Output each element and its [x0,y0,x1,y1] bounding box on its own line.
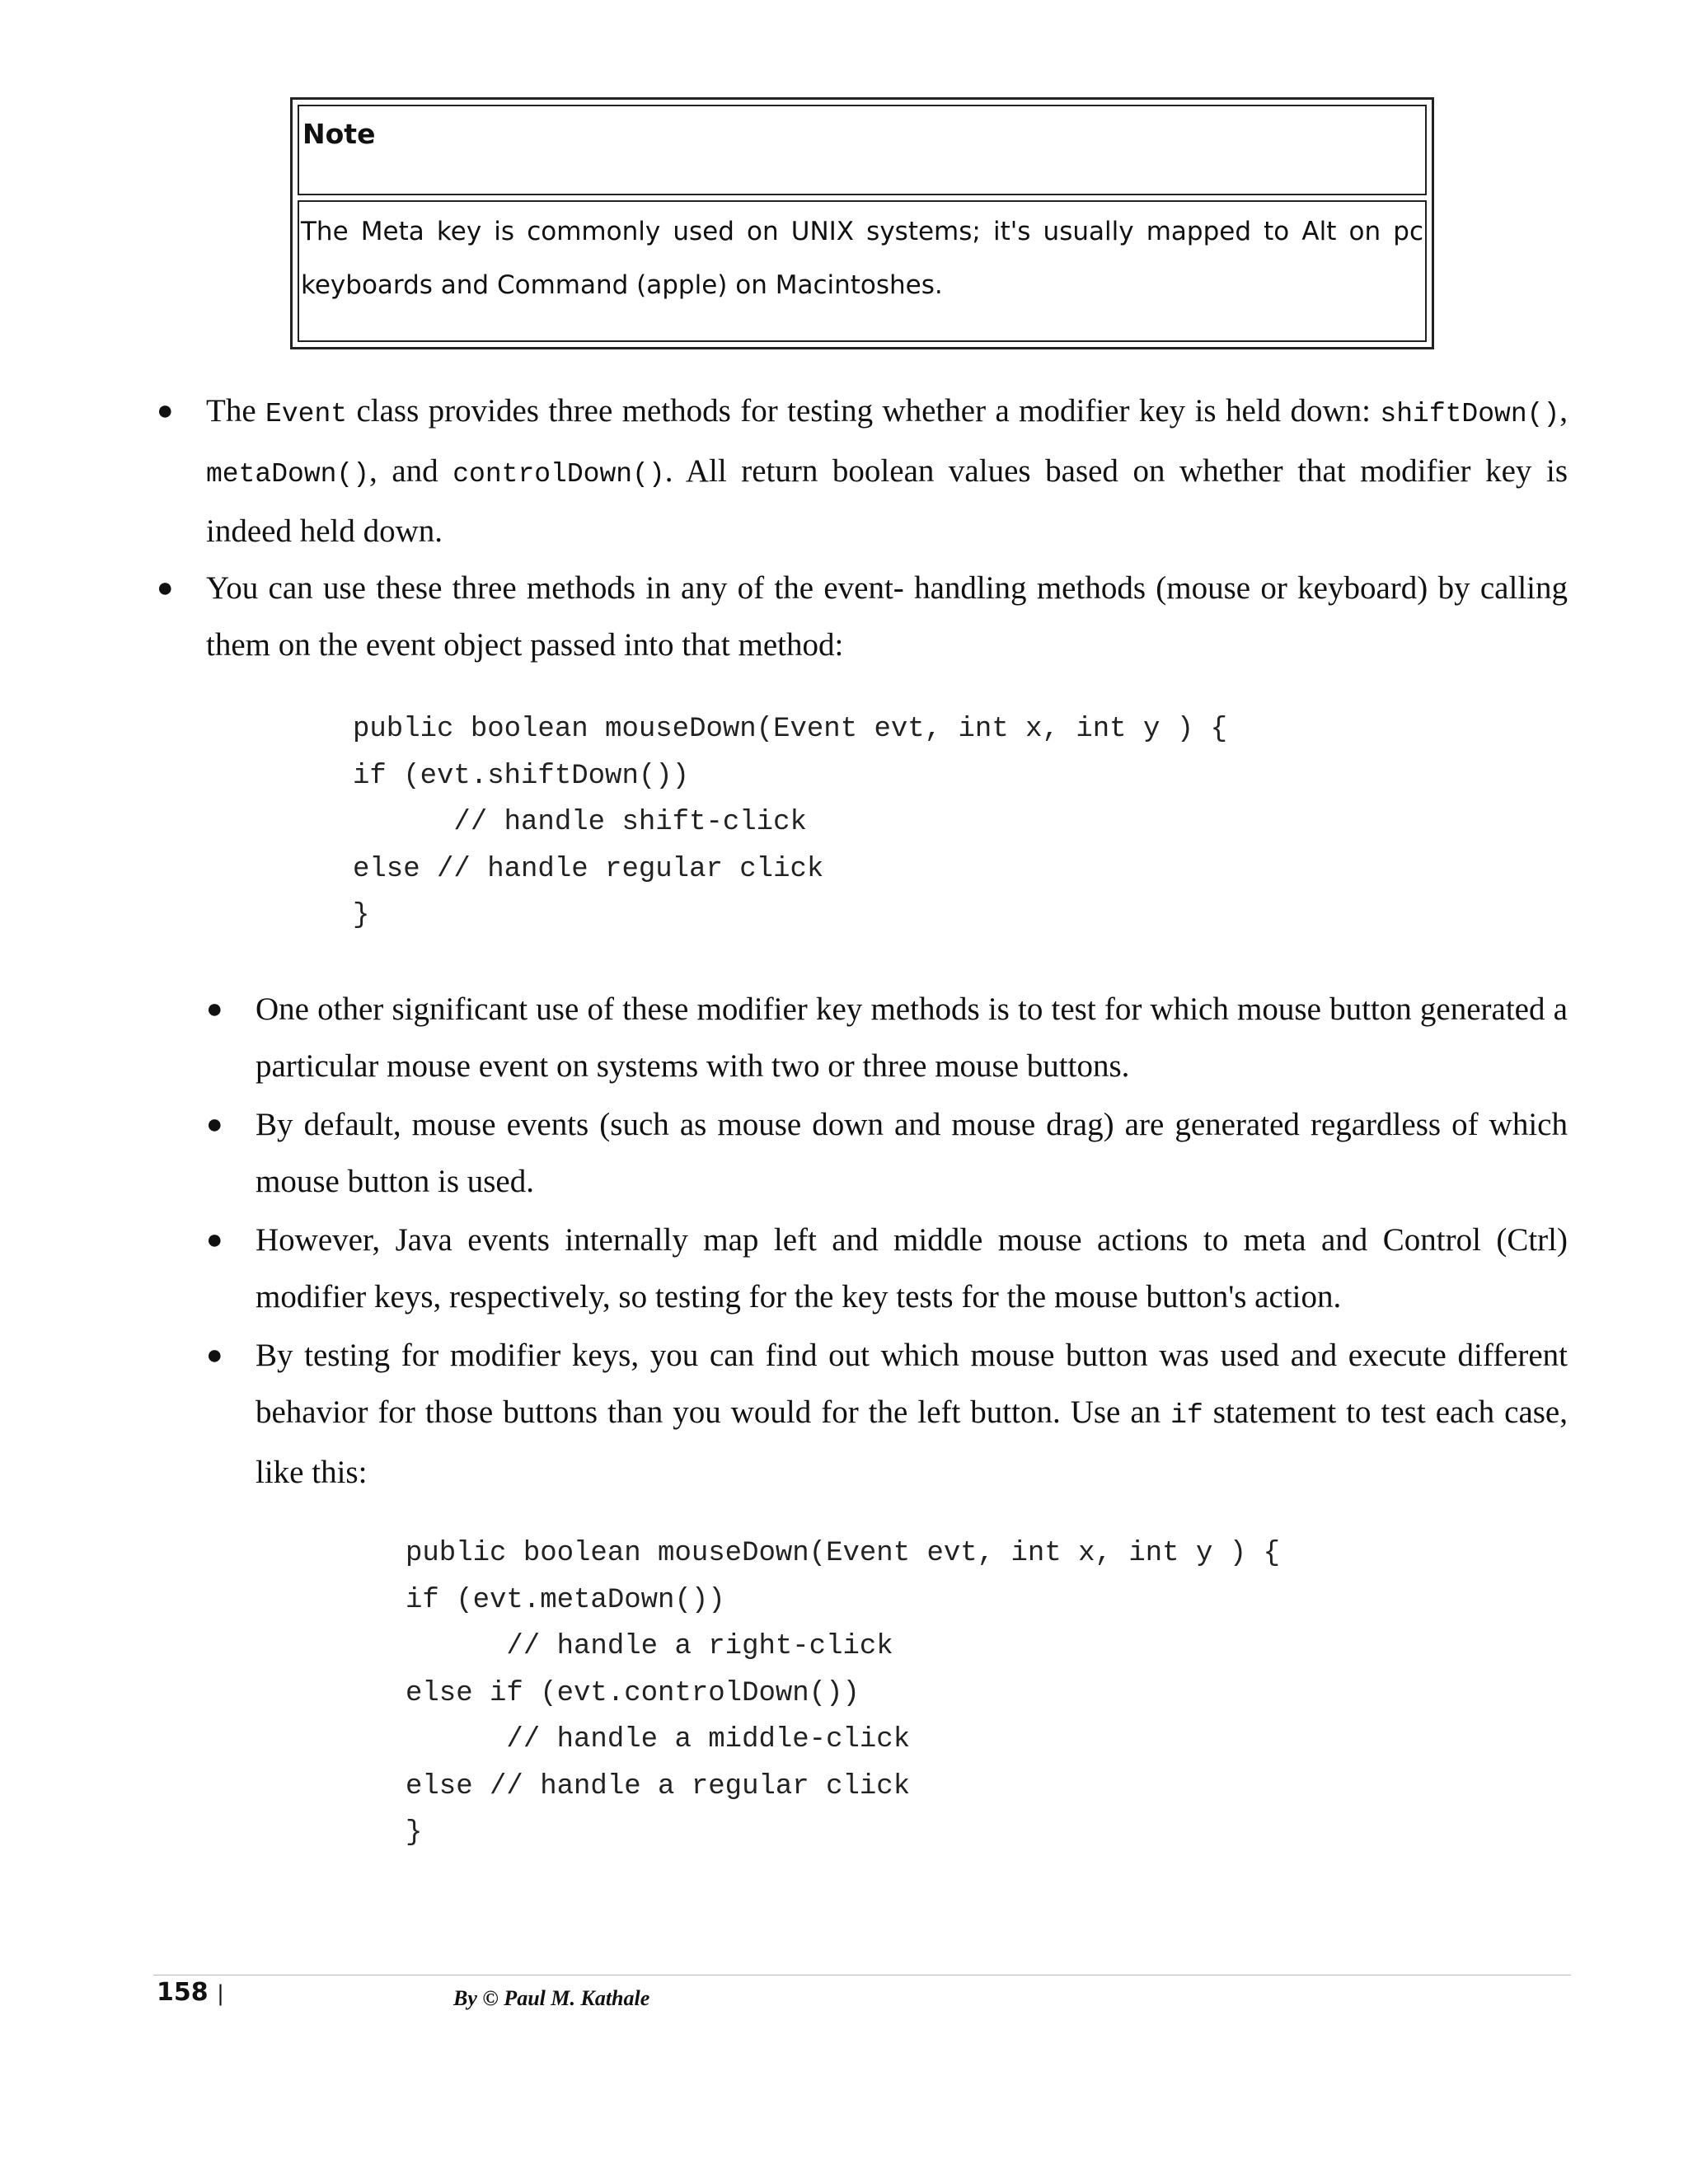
list-item: ● By default, mouse events (such as mouse down and mouse drag) are generated regardless of which mouse button is used. [256,1096,1568,1210]
inline-code: controlDown() [452,459,665,490]
bullet-list-bottom [206,981,1568,1502]
code-block-shift: public boolean mouseDown(Event evt, int x, int y ) { if (evt.shiftDown()) // handle shift-click else // handle regular click } [353,714,1227,931]
note-title: Note [298,105,1427,195]
page-number: 158 | [157,1978,224,2007]
bullet-icon: ● [206,1340,223,1371]
inline-code: Event [265,399,348,429]
note-box [290,97,1434,349]
list-item: ● However, Java events internally map left and middle mouse actions to meta and Control (Ctrl) modifier keys, respectively, so testing for the key tests for the mouse button's action. [256,1212,1568,1325]
code-block-mouse-buttons: public boolean mouseDown(Event evt, int x, int y ) { if (evt.metaDown()) // handle a right-click else if (evt.controlDown()) // handle a middle-click else // handle a regular click } [406,1538,1280,1849]
bullet-list-top [157,382,1568,673]
list-item: ● One other significant use of these modifier key methods is to test for which mouse button generated a particular mouse event on systems with two or three mouse buttons. [256,981,1568,1094]
page-separator: | [217,1981,224,2006]
inline-code: metaDown() [206,459,370,490]
bullet-icon: ● [206,1109,223,1140]
note-body: The Meta key is commonly used on UNIX systems; it's usually mapped to Alt on pc keyboards and Command (apple) on Macintoshes. [298,200,1427,342]
list-item: ● You can use these three methods in any of the event- handling methods (mouse or keyboard) by calling them on the event object passed into that method: [206,560,1568,673]
list-item: ● By testing for modifier keys, you can find out which mouse button was used and execute different behavior for those buttons than you would for the left button. Use an if statement to test each case, like this: [256,1327,1568,1501]
bullet-icon: ● [206,1225,223,1255]
bullet-icon: ● [157,396,174,426]
author-credit: By © Paul M. Kathale [453,1986,650,2010]
bullet-icon: ● [206,994,223,1024]
bullet-icon: ● [157,573,174,603]
inline-code: if [1170,1400,1203,1431]
inline-code: shiftDown() [1380,399,1560,429]
list-item: ● The Event class provides three methods for testing whether a modifier key is held down: shiftDown(), metaDown(), and controlDown(). All return boolean values based on whether that modifier key is indeed held down. [206,382,1568,560]
